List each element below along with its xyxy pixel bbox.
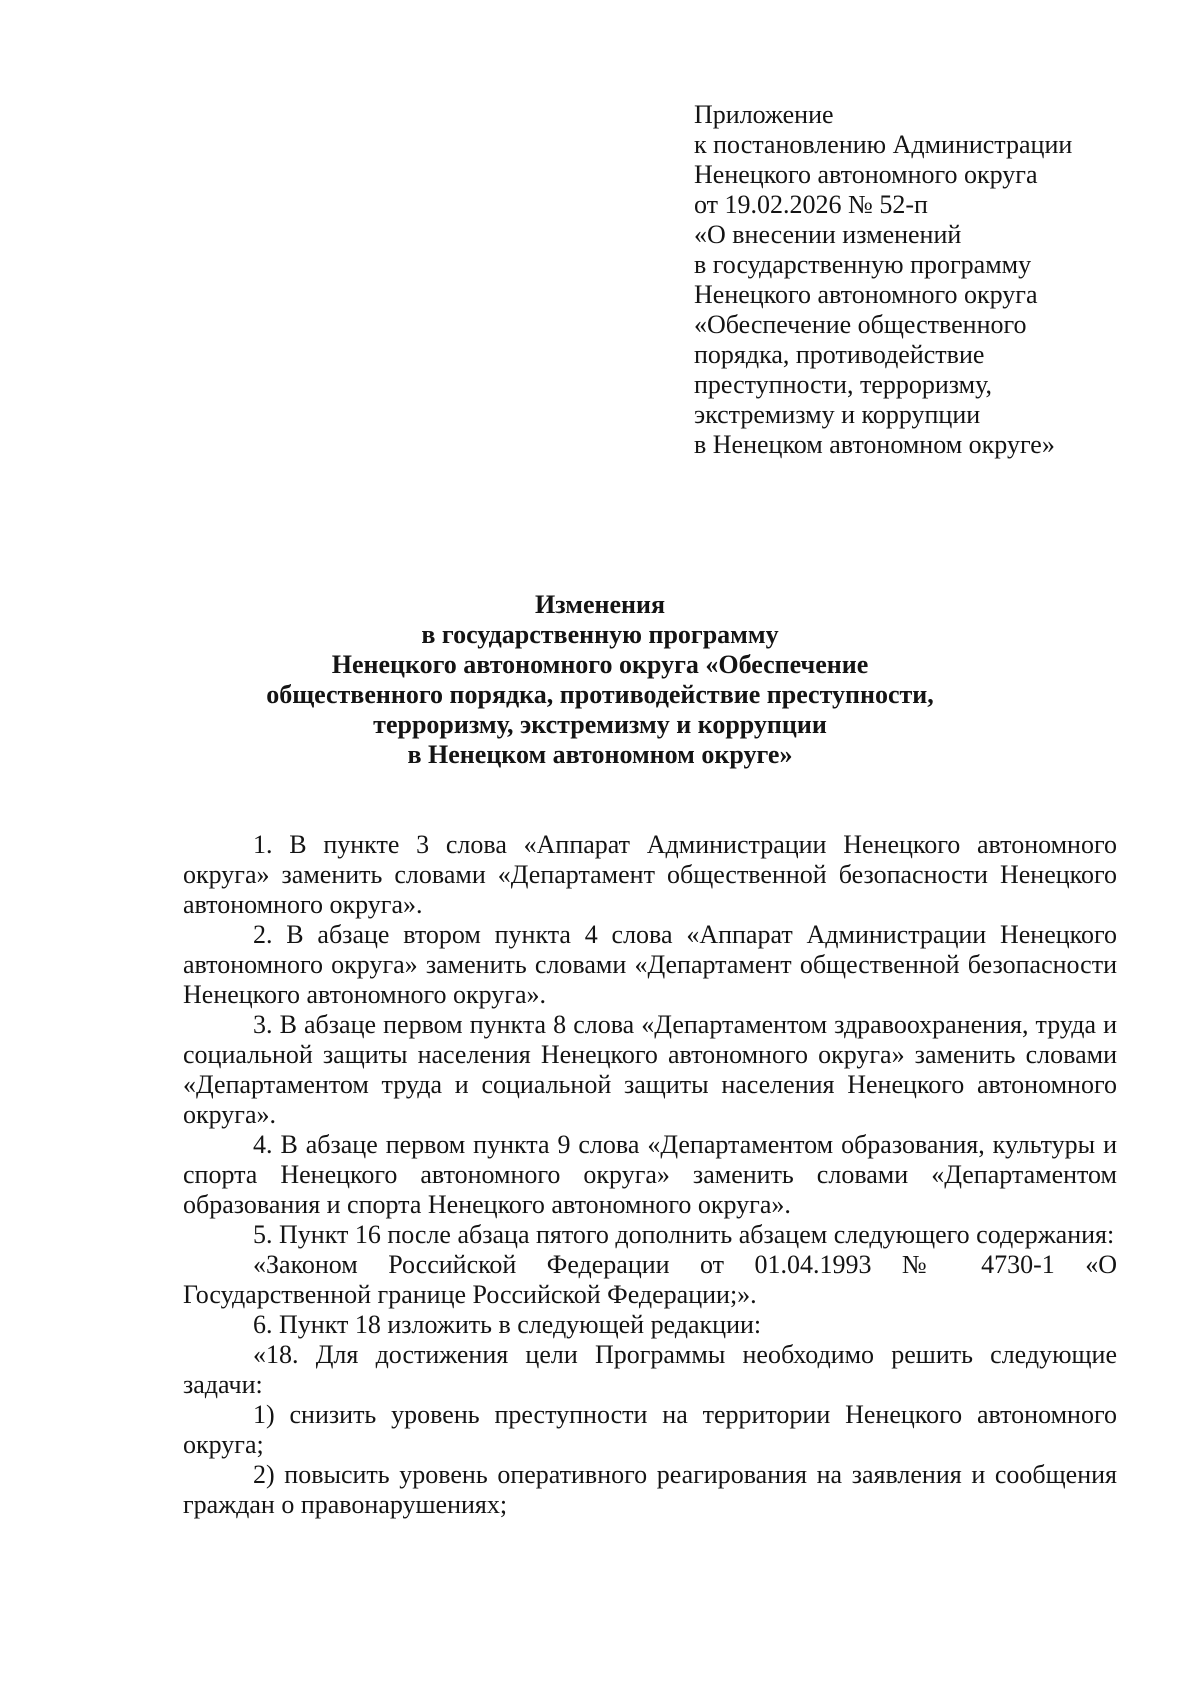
paragraph-task-1: 1) снизить уровень преступности на территории Ненецкого автономного округа; [183, 1400, 1117, 1459]
title-line: Изменения [534, 590, 666, 619]
appendix-header [694, 100, 1134, 460]
paragraph-task-2: 2) повысить уровень оперативного реагирования на заявления и сообщения граждан о правонарушениях; [183, 1460, 1117, 1519]
document-title [180, 590, 1020, 770]
appendix-line: экстремизму и коррупции [694, 400, 981, 429]
appendix-line: «О внесении изменений [694, 220, 962, 249]
paragraph-item-6: 6. Пункт 18 изложить в следующей редакции: [253, 1310, 762, 1339]
paragraph-item-2: 2. В абзаце втором пункта 4 слова «Аппарат Администрации Ненецкого автономного округа» заменить словами «Департамент общественной безопасности Ненецкого автономного округа». [183, 920, 1117, 1009]
document-body [183, 830, 1117, 1520]
appendix-line: к постановлению Администрации [694, 130, 1073, 159]
title-line: общественного порядка, противодействие преступности, [266, 680, 934, 709]
paragraph-item-1: 1. В пункте 3 слова «Аппарат Администрации Ненецкого автономного округа» заменить словами «Департамент общественной безопасности Ненецкого автономного округа». [183, 830, 1117, 919]
appendix-line: в Ненецком автономном округе» [694, 430, 1055, 459]
paragraph-clause-18: «18. Для достижения цели Программы необходимо решить следующие задачи: [183, 1340, 1117, 1399]
paragraph-item-4: 4. В абзаце первом пункта 9 слова «Департаментом образования, культуры и спорта Ненецкого автономного округа» заменить словами «Департаментом образования и спорта Ненецкого автономного округа». [183, 1130, 1117, 1219]
paragraph-law-reference: «Законом Российской Федерации от 01.04.1993 № 4730-1 «О Государственной границе Российской Федерации;». [183, 1250, 1117, 1309]
appendix-line: Приложение [694, 100, 834, 129]
appendix-line: «Обеспечение общественного [694, 310, 1027, 339]
appendix-line: Ненецкого автономного округа [694, 160, 1038, 189]
appendix-line: порядка, противодействие [694, 340, 985, 369]
paragraph-item-5: 5. Пункт 16 после абзаца пятого дополнить абзацем следующего содержания: [253, 1220, 1115, 1249]
appendix-line: в государственную программу [694, 250, 1032, 279]
title-line: терроризму, экстремизму и коррупции [373, 710, 827, 739]
title-line: Ненецкого автономного округа «Обеспечение [331, 650, 869, 679]
appendix-line: Ненецкого автономного округа [694, 280, 1038, 309]
title-line: в государственную программу [421, 620, 779, 649]
title-line: в Ненецком автономном округе» [407, 740, 793, 769]
appendix-line: от 19.02.2026 № 52-п [694, 190, 928, 219]
paragraph-item-3: 3. В абзаце первом пункта 8 слова «Департаментом здравоохранения, труда и социальной защиты населения Ненецкого автономного округа» заменить словами «Департаментом труда и социальной защиты населения Ненецкого автономного округа». [183, 1010, 1117, 1129]
appendix-line: преступности, терроризму, [694, 370, 993, 399]
